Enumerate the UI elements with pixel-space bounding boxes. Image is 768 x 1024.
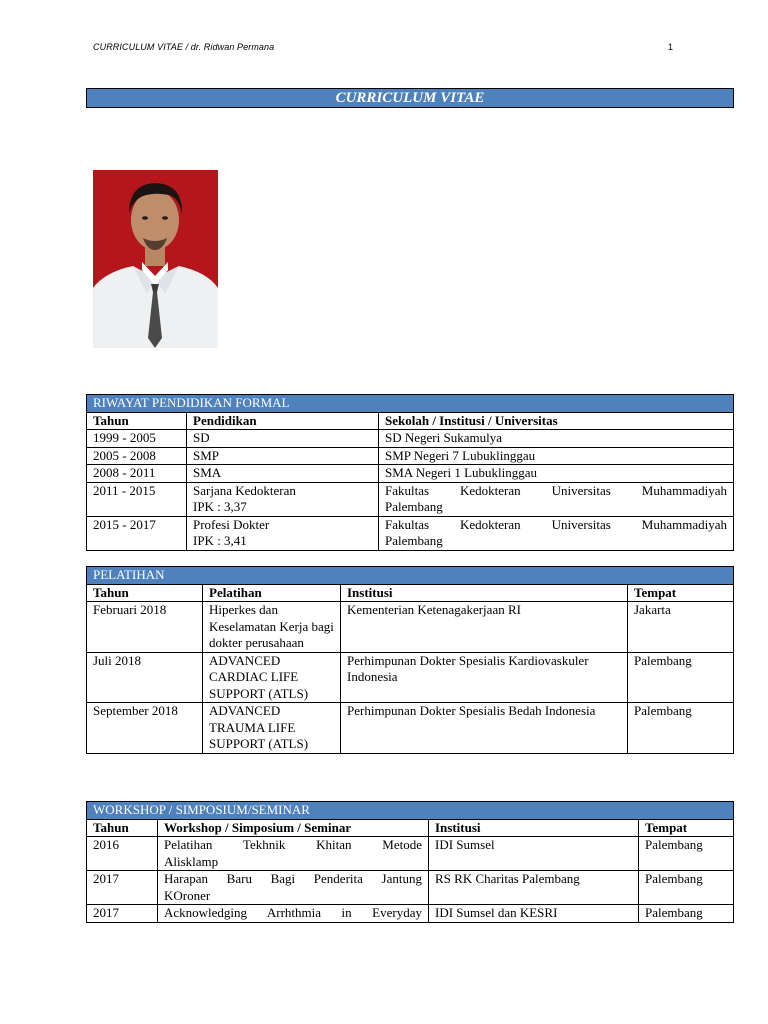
workshop-table: [86, 801, 734, 923]
cell-school: [379, 482, 734, 516]
col-header: Sekolah / Institusi / Universitas: [379, 412, 734, 430]
table-row: [87, 905, 734, 923]
cell-year: 1999 - 2005: [87, 430, 187, 448]
education-table: [86, 394, 734, 551]
training-heading: PELATIHAN: [87, 567, 734, 585]
workshop-heading: WORKSHOP / SIMPOSIUM/SEMINAR: [87, 802, 734, 820]
school-name: Fakultas Kedokteran Universitas Muhammadiyah: [385, 516, 727, 532]
cell-workshop: [158, 837, 429, 871]
school-city: Palembang: [385, 499, 443, 514]
col-header: Tahun: [87, 819, 158, 837]
cell-institution: IDI Sumsel dan KESRI: [429, 905, 639, 923]
table-row: [87, 516, 734, 550]
cell-year: 2015 - 2017: [87, 516, 187, 550]
cell-year: 2011 - 2015: [87, 482, 187, 516]
education-heading: RIWAYAT PENDIDIKAN FORMAL: [87, 395, 734, 413]
cell-place: Palembang: [639, 905, 734, 923]
table-row: [87, 430, 734, 448]
cell-education: SMP: [187, 447, 379, 465]
table-row: [87, 447, 734, 465]
cell-workshop: [158, 905, 429, 923]
cell-year: 2017: [87, 871, 158, 905]
cell-year: September 2018: [87, 703, 203, 754]
table-row: [87, 871, 734, 905]
col-header: Tahun: [87, 584, 203, 602]
cell-year: 2016: [87, 837, 158, 871]
col-header: Pendidikan: [187, 412, 379, 430]
workshop-name: Pelatihan Tekhnik Khitan Metode: [164, 837, 422, 852]
cell-workshop: [158, 871, 429, 905]
table-row: [87, 602, 734, 653]
cell-institution: Perhimpunan Dokter Spesialis Bedah Indonesia: [341, 703, 628, 754]
cell-place: Palembang: [628, 703, 734, 754]
cell-year: 2017: [87, 905, 158, 923]
school-name: Fakultas Kedokteran Universitas Muhammadiyah: [385, 482, 727, 498]
cell-training: ADVANCED CARDIAC LIFE SUPPORT (ATLS): [203, 652, 341, 703]
school-city: Palembang: [385, 533, 443, 548]
workshop-name: Harapan Baru Bagi Penderita Jantung: [164, 871, 422, 886]
cell-place: Palembang: [639, 871, 734, 905]
cell-education: [187, 482, 379, 516]
cell-institution: IDI Sumsel: [429, 837, 639, 871]
cell-institution: Kementerian Ketenagakerjaan RI: [341, 602, 628, 653]
cell-place: Palembang: [639, 837, 734, 871]
training-table: [86, 566, 734, 754]
col-header: Tempat: [639, 819, 734, 837]
running-header: CURRICULUM VITAE / dr. Ridwan Permana: [93, 42, 275, 52]
cell-year: Juli 2018: [87, 652, 203, 703]
col-header: Pelatihan: [203, 584, 341, 602]
cell-education: SMA: [187, 465, 379, 483]
col-header: Tahun: [87, 412, 187, 430]
cell-year: 2008 - 2011: [87, 465, 187, 483]
table-row: [87, 837, 734, 871]
workshop-name: Acknowledging Arrhthmia in Everyday: [164, 905, 422, 920]
col-header: Workshop / Simposium / Seminar: [158, 819, 429, 837]
cell-place: Palembang: [628, 652, 734, 703]
education-name: Profesi Dokter: [193, 516, 270, 532]
page-title: CURRICULUM VITAE: [86, 88, 734, 108]
page-number: 1: [668, 42, 674, 52]
workshop-name-cont: KOroner: [164, 887, 211, 903]
table-row: [87, 482, 734, 516]
cell-training: ADVANCED TRAUMA LIFE SUPPORT (ATLS): [203, 703, 341, 754]
table-row: [87, 465, 734, 483]
cell-institution: RS RK Charitas Palembang: [429, 871, 639, 905]
gpa: IPK : 3,37: [193, 499, 247, 514]
cell-year: 2005 - 2008: [87, 447, 187, 465]
cell-institution: Perhimpunan Dokter Spesialis Kardiovaskuler Indonesia: [341, 652, 628, 703]
col-header: Tempat: [628, 584, 734, 602]
cell-school: SD Negeri Sukamulya: [379, 430, 734, 448]
workshop-name-cont: Alisklamp: [164, 853, 219, 869]
col-header: Institusi: [429, 819, 639, 837]
cell-education: SD: [187, 430, 379, 448]
table-row: [87, 703, 734, 754]
cell-training: Hiperkes dan Keselamatan Kerja bagi dokter perusahaan: [203, 602, 341, 653]
profile-photo: [93, 170, 218, 348]
col-header: Institusi: [341, 584, 628, 602]
cell-school: [379, 516, 734, 550]
gpa: IPK : 3,41: [193, 533, 247, 548]
portrait-illustration: [93, 170, 218, 348]
cell-school: SMP Negeri 7 Lubuklinggau: [379, 447, 734, 465]
cell-year: Februari 2018: [87, 602, 203, 653]
education-name: Sarjana Kedokteran: [193, 482, 296, 498]
cell-school: SMA Negeri 1 Lubuklinggau: [379, 465, 734, 483]
cell-place: Jakarta: [628, 602, 734, 653]
table-row: [87, 652, 734, 703]
cell-education: [187, 516, 379, 550]
